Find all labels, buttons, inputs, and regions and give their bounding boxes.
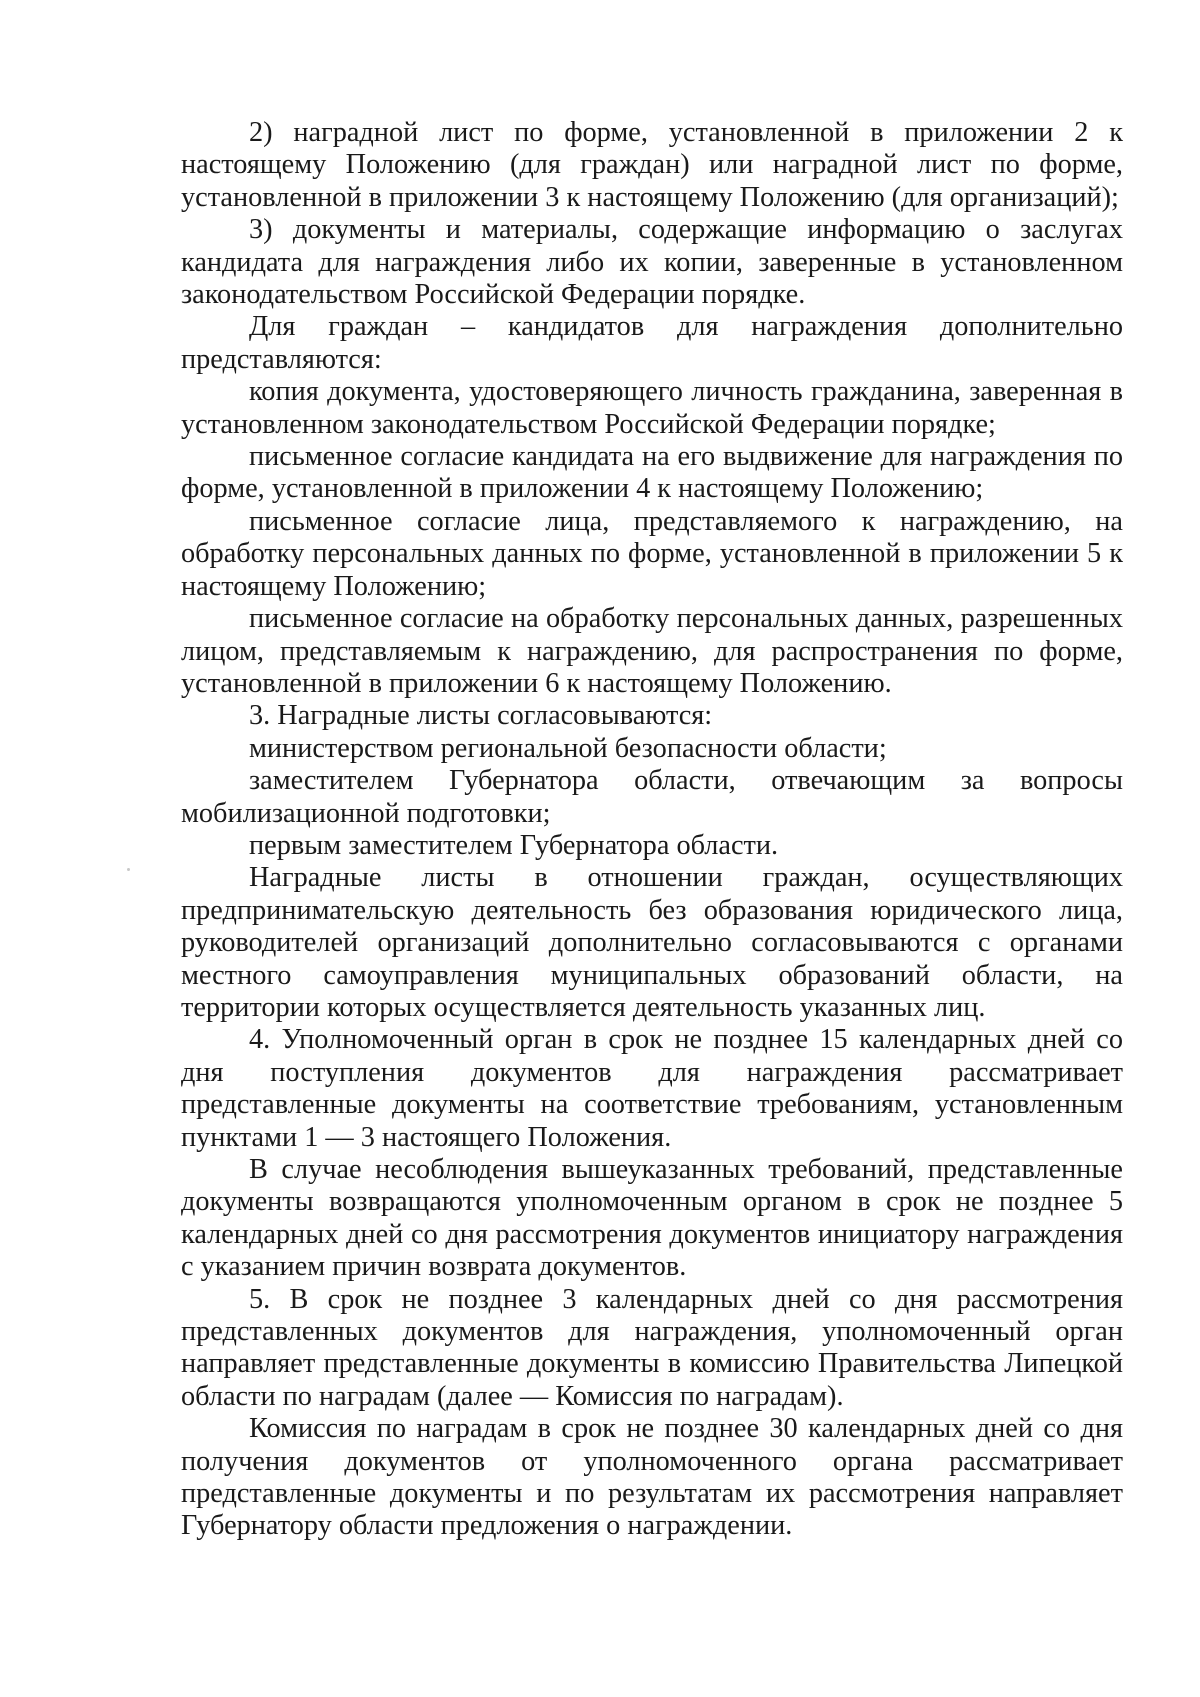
paragraph-section-3-heading: 3. Наградные листы согласовываются:: [249, 700, 713, 732]
paragraph-return-documents: В случае несоблюдения вышеуказанных требований, представленные документы возвращаются уполномоченным органом в срок не позднее 5 календарных дней со дня рассмотрения документов инициатору награждения с указанием причин возврата документов.: [181, 1154, 1123, 1283]
scan-speck: [127, 868, 130, 871]
paragraph-first-deputy: первым заместителем Губернатора области.: [249, 829, 779, 861]
paragraph-award-sheet: 2) наградной лист по форме, установленной в приложении 2 к настоящему Положению (для граждан) или наградной лист по форме, установленной в приложении 3 к настоящему Положению (для организаций);: [181, 117, 1123, 213]
paragraph-ministry: министерством региональной безопасности области;: [249, 732, 887, 764]
paragraph-commission: Комиссия по наградам в срок не позднее 30 календарных дней со дня получения документов от уполномоченного органа рассматривает представленные документы и по результатам их рассмотрения направляет Губернатору области предложения о награждении.: [181, 1413, 1123, 1542]
paragraph-personal-data-consent: письменное согласие лица, представляемого к награждению, на обработку персональных данных по форме, установленной в приложении 5 к настоящему Положению;: [181, 505, 1123, 602]
document-body: [181, 117, 1123, 1543]
paragraph-merit-documents: 3) документы и материалы, содержащие информацию о заслугах кандидата для награждения либо их копии, заверенные в установленном законодательством Российской Федерации порядке.: [181, 214, 1123, 311]
paragraph-nomination-consent: письменное согласие кандидата на его выдвижение для награждения по форме, установленной в приложении 4 к настоящему Положению;: [181, 441, 1123, 505]
paragraph-citizens-additional: Для граждан – кандидатов для награждения дополнительно представляются:: [181, 311, 1123, 375]
paragraph-local-government: Наградные листы в отношении граждан, осуществляющих предпринимательскую деятельность без образования юридического лица, руководителей организаций дополнительно согласовываются с органами местного самоуправления муниципальных образований области, на территории которых осуществляется деятельность указанных лиц.: [181, 862, 1123, 1023]
paragraph-section-4: 4. Уполномоченный орган в срок не позднее 15 календарных дней со дня поступления документов для награждения рассматривает представленные документы на соответствие требованиям, установленным пунктами 1 — 3 настоящего Положения.: [181, 1024, 1123, 1153]
paragraph-deputy-governor: заместителем Губернатора области, отвечающим за вопросы мобилизационной подготовки;: [181, 765, 1123, 829]
paragraph-id-copy: копия документа, удостоверяющего личность гражданина, заверенная в установленном законодательством Российской Федерации порядке;: [181, 376, 1123, 440]
paragraph-section-5: 5. В срок не позднее 3 календарных дней со дня рассмотрения представленных документов для награждения, уполномоченный орган направляет представленные документы в комиссию Правительства Липецкой области по наградам (далее — Комиссия по наградам).: [181, 1283, 1123, 1412]
paragraph-distribution-consent: письменное согласие на обработку персональных данных, разрешенных лицом, представляемым к награждению, для распространения по форме, установленной в приложении 6 к настоящему Положению.: [181, 603, 1123, 699]
